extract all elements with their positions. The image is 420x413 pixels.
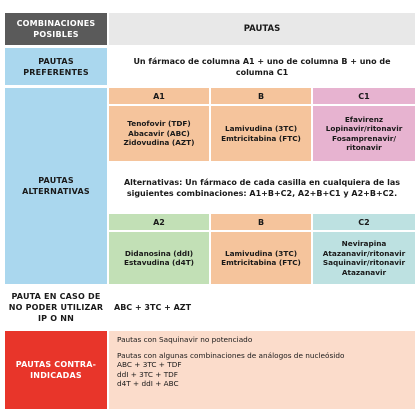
no-ip-text xyxy=(114,287,410,327)
cell-b2-drugs-text: Lamivudina (3TC) Emtricitabina (FTC) xyxy=(221,248,301,267)
cell-b1-drugs xyxy=(211,106,311,161)
col-header-a2-text: A2 xyxy=(153,217,165,227)
preferentes-text xyxy=(120,50,404,84)
col-header-a1 xyxy=(109,88,209,104)
col-header-b1 xyxy=(211,88,311,104)
no-ip-text-content: ABC + 3TC + AZT xyxy=(114,302,192,312)
contra-line2: Pautas con algunas combinaciones de análogos de nucleósido ABC + 3TC + TDF ddI + 3TC + TDF d4T + ddI + ABC xyxy=(117,350,345,388)
cell-c1-drugs xyxy=(313,106,415,161)
label-pauta-no-ip-text: PAUTA EN CASO DE NO PODER UTILIZAR IP O NN xyxy=(8,291,104,323)
col-header-a1-text: A1 xyxy=(153,91,165,101)
cell-a1-drugs xyxy=(109,106,209,161)
col-header-c1 xyxy=(313,88,415,104)
col-header-b1-text: B xyxy=(257,91,265,101)
alternativas-text xyxy=(114,164,410,212)
col-header-c2-text: C2 xyxy=(358,217,370,227)
header-pautas-text: PAUTAS xyxy=(243,24,281,34)
label-pautas-alternativas xyxy=(5,88,107,284)
label-pautas-contraindicadas-text: PAUTAS CONTRA-INDICADAS xyxy=(15,360,97,380)
label-pautas-contraindicadas xyxy=(5,331,107,409)
col-header-b2-text: B xyxy=(257,217,265,227)
header-combinaciones xyxy=(5,13,107,45)
preferentes-text-content: Un fármaco de columna A1 + uno de columna B + uno de columna C1 xyxy=(133,57,391,77)
col-header-c1-text: C1 xyxy=(358,91,370,101)
contra-panel xyxy=(109,331,415,409)
contra-line1: Pautas con Saquinavir no potenciado xyxy=(117,335,253,344)
label-pauta-no-ip xyxy=(5,287,107,327)
col-header-a2 xyxy=(109,214,209,230)
cell-c2-drugs xyxy=(313,232,415,284)
cell-b1-drugs-text: Lamivudina (3TC) Emtricitabina (FTC) xyxy=(221,124,301,143)
label-pautas-alternativas-text: PAUTAS ALTERNATIVAS xyxy=(22,176,90,196)
cell-a1-drugs-text: Tenofovir (TDF) Abacavir (ABC) Zidovudina (AZT) xyxy=(123,119,195,148)
cell-a2-drugs xyxy=(109,232,209,284)
header-pautas xyxy=(109,13,415,45)
col-header-c2 xyxy=(313,214,415,230)
header-combinaciones-text: COMBINACIONES POSIBLES xyxy=(16,19,96,39)
alternativas-text-content: Alternativas: Un fármaco de cada casilla en cualquiera de las siguientes combinaciones: A1+B+C2, A2+B+C1 y A2+B+C2. xyxy=(123,178,401,198)
cell-c2-drugs-text: Nevirapina Atazanavir/ritonavir Saquinavir/ritonavir Atazanavir xyxy=(322,239,406,277)
label-pautas-preferentes-text: PAUTAS PREFERENTES xyxy=(23,56,89,77)
cell-a2-drugs-text: Didanosina (ddI) Estavudina (d4T) xyxy=(123,248,195,267)
label-pautas-preferentes xyxy=(5,48,107,85)
cell-b2-drugs xyxy=(211,232,311,284)
col-header-b2 xyxy=(211,214,311,230)
cell-c1-drugs-text: Efavirenz Lopinavir/ritonavir Fosamprenavir/ ritonavir xyxy=(325,114,403,152)
